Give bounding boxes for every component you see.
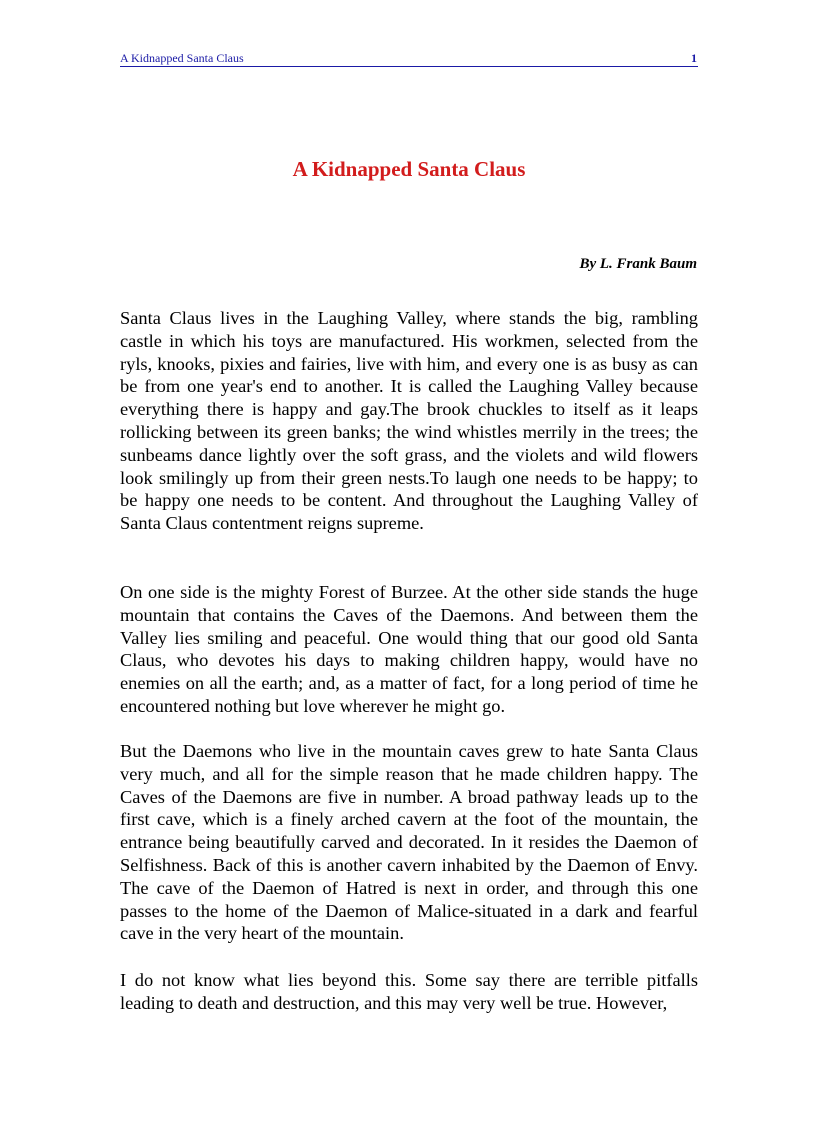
page-title: A Kidnapped Santa Claus: [292, 157, 526, 181]
page-number: 1: [691, 51, 697, 65]
running-header: [120, 51, 698, 67]
body-paragraph: I do not know what lies beyond this. Some say there are terrible pitfalls leading to death and destruction, and this may very well be true. However,: [120, 970, 698, 1013]
body-paragraph: Santa Claus lives in the Laughing Valley, where stands the big, rambling castle in which his toys are manufactured. His workmen, selected from the ryls, knooks, pixies and fairies, live with him, and every one is as busy as can be from one year's end to another. It is called the Laughing Valley because everything there is happy and gay.The brook chuckles to itself as it leaps rollicking between its green banks; the wind whistles merrily in the trees; the sunbeams dance lightly over the soft grass, and the violets and wild flowers look smilingly up from their green nests.To laugh one needs to be happy; to be happy one needs to be content. And throughout the Laughing Valley of Santa Claus contentment reigns supreme.: [120, 308, 698, 534]
running-header-title[interactable]: A Kidnapped Santa Claus: [120, 51, 244, 65]
body-paragraph: On one side is the mighty Forest of Burzee. At the other side stands the huge mountain that contains the Caves of the Daemons. And between them the Valley lies smiling and peaceful. One would thing that our good old Santa Claus, who devotes his days to making children happy, would have no enemies on all the earth; and, as a matter of fact, for a long period of time he encountered nothing but love wherever he might go.: [120, 582, 698, 716]
author-byline: By L. Frank Baum: [579, 256, 697, 272]
body-paragraph: But the Daemons who live in the mountain caves grew to hate Santa Claus very much, and all for the simple reason that he made children happy. The Caves of the Daemons are five in number. A broad pathway leads up to the first cave, which is a finely arched cavern at the foot of the mountain, the entrance being beautifully carved and decorated. In it resides the Daemon of Selfishness. Back of this is another cavern inhabited by the Daemon of Envy. The cave of the Daemon of Hatred is next in order, and through this one passes to the home of the Daemon of Malice-situated in a dark and fearful cave in the very heart of the mountain.: [120, 741, 698, 944]
